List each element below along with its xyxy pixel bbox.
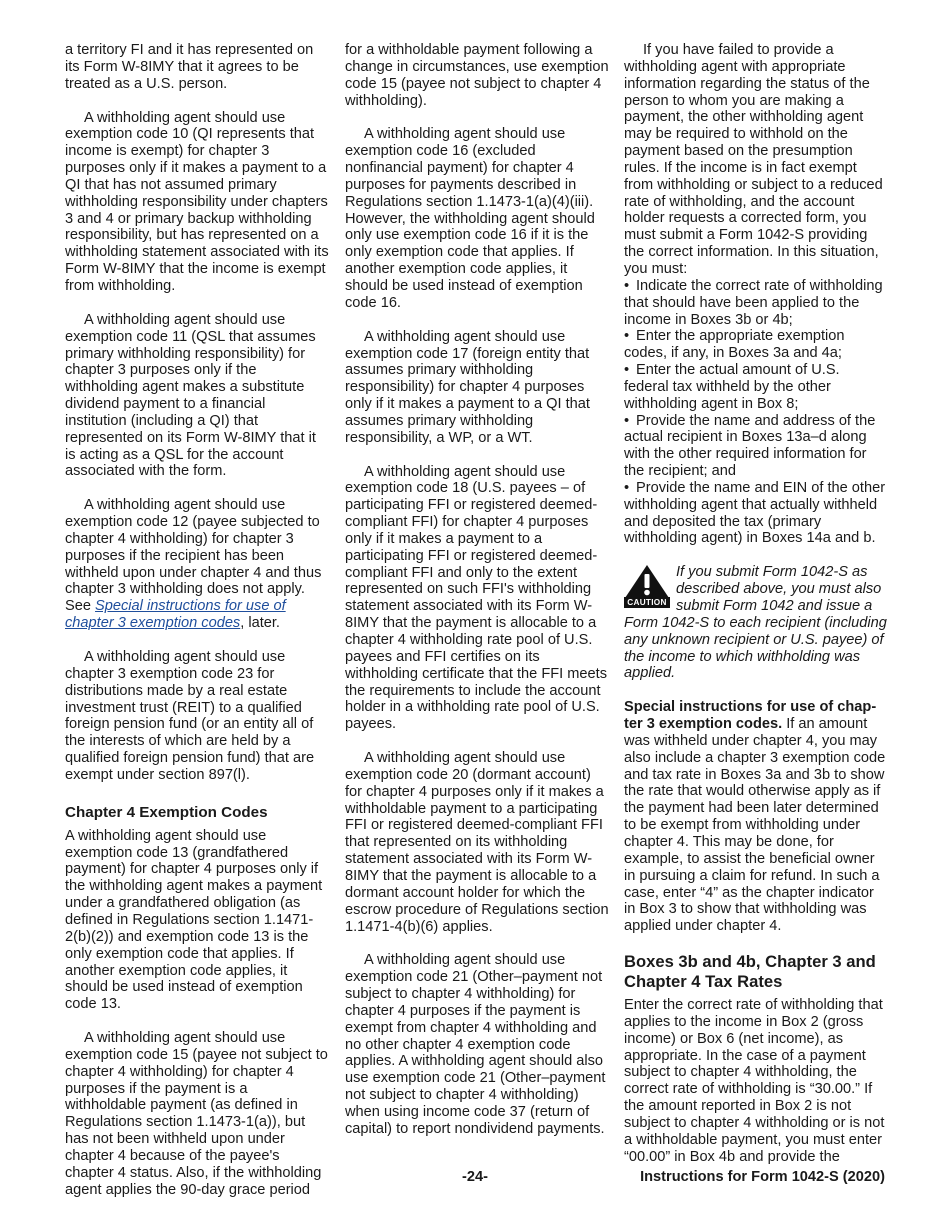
paragraph: A withholding agent should use exemption code 16 (excluded nonfinancial payment) for chapter 4 purposes for payments described in Regulations section 1.1473-1(a)(4)(iii). However, the withholding agent should only use exemption code 16 if it is the only exemption code that applies. If another exemption code applies, it should be used instead of exemption code 16. — [345, 126, 595, 311]
paragraph: A withholding agent should use exemption code 13 (grandfathered payment) for chapter 4 purposes only if the withholding agent makes a payment under a grandfathered obligation (as defined in Regulations section 1.1471-2(b)(2)) and exemption code 13 is the only exemption code that applies. If another exemption code applies, it should be used instead of exemption code 13. — [65, 827, 323, 1013]
list-item-text: Provide the name and address of the actual recipient in Boxes 13a–d along with the other required information for the recipient; and — [624, 412, 876, 480]
list-item — [624, 328, 888, 362]
bullet-icon: • — [624, 362, 630, 379]
bullet-icon: • — [624, 277, 630, 294]
document-title: Instructions for Form 1042-S (2020) — [640, 1169, 885, 1185]
page-number: -24- — [462, 1169, 488, 1185]
paragraph: A withholding agent should use exemption code 20 (dormant account) for chapter 4 purposes only if it makes a withholdable payment to a participating FFI or registered deemed-compliant FFI that represented on its withholding statement associated with its Form W-8IMY that the payment is allocable to a dormant account holder for which the escrow procedure of Regulations section 1.1471-4(b)(6) applies. — [345, 750, 609, 935]
column-right — [624, 42, 888, 1182]
list-item — [624, 362, 888, 413]
paragraph: A withholding agent should use exemption code 18 (U.S. payees – of participating FFI or registered deemed-compliant FFI) for chapter 4 purposes only if it makes a payment to a participating FFI or registered deemed-compliant FFI and only to the extent represented on such FFI's withholding statement associated with its Form W-8IMY that the payment is allocable to a chapter 4 withholding rate pool of U.S. payees and FFI certifies on its withholding certificate that the FFI meets the requirements to include the account holder in a withholding rate pool of U.S. payees. — [345, 463, 607, 733]
bullet-list — [624, 278, 888, 548]
column-left — [65, 42, 329, 1215]
paragraph: A withholding agent should use exemption code 15 (payee not subject to chapter 4 withholding) for chapter 4 purposes if the payment is a withholdable payment (as defined in Regulations section 1.1473-1(a)), but has not been withheld upon under chapter 4 because of the payee's chapter 4 status. Also, if the withholding agent applies the 90-day grace period — [65, 1030, 328, 1198]
caution-triangle-icon — [624, 564, 670, 598]
list-item — [624, 278, 888, 329]
paragraph-text: A withholding agent should use exemption code 12 (payee subjected to chapter 4 withholding) for chapter 3 purposes if the recipient has been withheld upon under chapter 4 and thus chapter 3 withholding does not apply. See — [65, 497, 322, 615]
paragraph: a territory FI and it has represented on its Form W-8IMY that it agrees to be treated as a U.S. person. — [65, 42, 314, 92]
paragraph: A withholding agent should use exemption code 11 (QSL that assumes primary withholding responsibility) for chapter 3 purposes only if the withholding agent makes a substitute dividend payment to a financial institution (including a QI) that represented on its Form W-8IMY that it is acting as a QSL for the account associated with the form. — [65, 311, 316, 480]
caution-text: If you submit Form 1042-S as described above, you must also submit Form 1042 and issue a Form 1042-S to each recipient (including any unknown recipient or U.S. payee) of the income to which withholding was applied. — [624, 564, 887, 682]
bullet-icon: • — [624, 328, 630, 345]
run-in-heading: Special instructions for use of chapter 3 exemption codes. — [624, 699, 877, 733]
paragraph: A withholding agent should use exemption code 10 (QI represents that income is exempt) for chapter 3 purposes only if it makes a payment to a QI that has not assumed primary withholding responsibility under chapters 3 and 4 or primary backup withholding responsibility, but has represented on a withholding statement associated with its Form W-8IMY that the income is exempt from withholding. — [65, 109, 329, 294]
section-heading: Chapter 4 Exemption Codes — [65, 803, 268, 821]
bullet-icon: • — [624, 412, 630, 429]
list-item-text: Provide the name and EIN of the other withholding agent that actually withheld and deposited the tax (primary withholding agent) in Boxes 14a and b. — [624, 479, 886, 547]
paragraph: A withholding agent should use exemption code 21 (Other–payment not subject to chapter 4 withholding) for chapter 4 purposes if the payment is exempt from chapter 4 withholding and no other chapter 4 exemption code applies. A withholding agent should also use exemption code 21 (Other–payment not subject to chapter 4 withholding) when using income code 37 (return of capital) to report nondividend payments. — [345, 952, 606, 1137]
column-middle — [345, 42, 609, 1155]
list-item-text: Enter the appropriate exemption codes, if any, in Boxes 3a and 4a; — [624, 328, 845, 362]
page-footer — [0, 1169, 950, 1189]
paragraph: A withholding agent should use exemption code 17 (foreign entity that assumes primary withholding responsibility) for chapter 4 purposes only if it makes a payment to a QI that assumes primary withholding responsibility, a WP, or a WT. — [345, 328, 590, 446]
list-item — [624, 413, 888, 480]
paragraph-text: If an amount was withheld under chapter 4, you may also include a chapter 3 exemption code and tax rate in Boxes 3a and 3b to show the rate that would otherwise apply as if the payment had been later determined to be exempt from withholding under chapter 4. This may be done, for example, to assist the beneficial owner in pursuing a claim for refund. In such a case, enter “4” as the chapter indicator in Box 3 to show that withholding was applied under chapter 4. — [624, 716, 886, 935]
paragraph: A withholding agent should use chapter 3 exemption code 23 for distributions made by a real estate investment trust (REIT) to a qualified foreign pension fund (or an entity all of the interests of which are held by a qualified foreign pension fund) that are exempt under section 897(l). — [65, 649, 315, 783]
section-heading: Boxes 3b and 4b, Chapter 3 and Chapter 4 Tax Rates — [624, 952, 876, 991]
bullet-icon: • — [624, 479, 630, 496]
list-item-text: Enter the actual amount of U.S. federal tax withheld by the other withholding agent in Box 8; — [624, 362, 840, 412]
list-item — [624, 480, 888, 547]
list-item-text: Indicate the correct rate of withholding that should have been applied to the income in Boxes 3b or 4b; — [624, 277, 883, 328]
paragraph — [65, 497, 329, 632]
paragraph: for a withholdable payment following a change in circumstances, use exemption code 15 (payee not subject to chapter 4 withholding). — [345, 42, 609, 109]
paragraph: Enter the correct rate of withholding that applies to the income in Box 2 (gross income) or Box 6 (net income), as appropriate. In the case of a payment subject to chapter 4 withholding, the correct rate of withholding is “30.00.” If the amount reported in Box 2 is not subject to chapter 4 withholding or is not a withholdable payment, you must enter “00.00” in Box 4b and provide the — [624, 997, 885, 1165]
special-instructions-link[interactable]: Special instructions for use of chapter 3 exemption codes — [65, 598, 286, 632]
paragraph-text: , later. — [240, 615, 280, 632]
caution-note — [624, 564, 888, 682]
caution-badge — [624, 564, 670, 608]
paragraph — [624, 699, 888, 935]
paragraph: If you have failed to provide a withholding agent with appropriate information regarding the status of the person to whom you are making a payment, the other withholding agent may be required to withhold on the payment based on the presumption rules. If the income is in fact exempt from withholding or subject to a reduced rate of withholding, and the account holder requests a corrected form, you must submit a Form 1042-S providing the correct information. In this situation, you must: — [624, 42, 883, 277]
caution-label: CAUTION — [624, 597, 670, 608]
